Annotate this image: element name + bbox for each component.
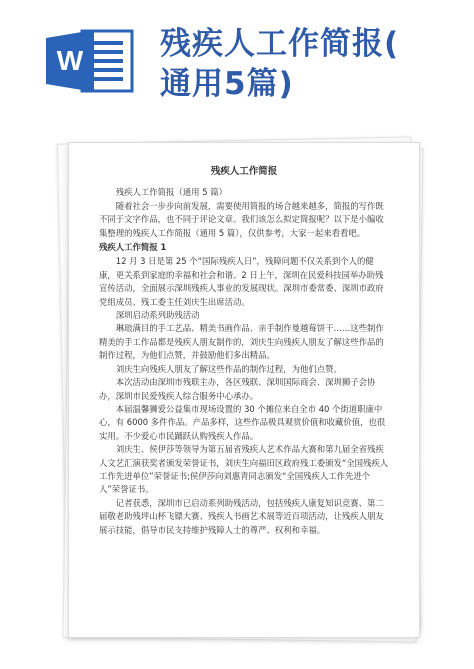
document-banner — [0, 0, 474, 118]
word-document-icon — [44, 28, 136, 94]
body-paragraph: 刘庆生、侯伊莎等领导为第五届省残疾人艺术作品大赛和第九届全省残疾人文艺汇演获奖者颁发荣誉证书，刘庆生向福田区政府残工委颁发“全国残疾人工作先进单位”荣誉证书;侯伊莎向刘惠青同志颁发“全国残疾人工作先进个人”荣誉证书。 — [99, 444, 389, 495]
body-paragraph: 刘庆生向残疾人朋友了解这些作品的制作过程，为他们点赞。 — [115, 363, 342, 374]
intro-label: 残疾人工作简报（通用 5 篇） — [115, 187, 227, 198]
page-title-line-2: 通用5篇) — [160, 66, 294, 102]
body-paragraph: 本届温馨狮爱公益集市现场设置的 30 个摊位来自全市 40 个街道职康中心，有 6000 多件作品。产品多样，这些作品极具观赏价值和收藏价值，也很实用。不少爱心市民踊跃认购残疾人作品。 — [99, 403, 386, 441]
body-paragraph: 12 月 3 日是第 25 个“国际残疾人日”，残障问题不仅关系到个人的健康，更关系到家庭的幸福和社会和谐。2 日上午，深圳在民爱科技园举办助残宣传活动，全面展示深圳残疾人事业的发展现状。深圳市委常委、深圳市政府党组成员、残工委主任刘庆生出席活动。 — [99, 256, 384, 307]
page-title — [160, 24, 460, 104]
document-title: 残疾人工作简报 — [210, 166, 278, 177]
body-paragraph: 琳琅满目的手工艺品、精美书画作品、亲手制作曼越莓饼干……这些制作精美的手工作品都是残疾人朋友制作的，刘庆生向残疾人朋友了解这些作品的制作过程，为他们点赞，并鼓励他们多出精品。 — [99, 323, 384, 361]
body-paragraph: 深圳启动系列助残活动 — [115, 310, 200, 321]
page-title-line-1: 残疾人工作简报( — [160, 26, 400, 62]
section-heading: 残疾人工作简报 1 — [99, 242, 167, 253]
body-paragraph: 记者获悉，深圳市已启动系列助残活动，包括残疾人康复知识竞赛、第二届敬老助残坪山杯飞镖大赛、残疾人书画艺术展等近百项活动，让残疾人朋友展示技能，倡导市民支持维护残障人士的尊严、权利和幸福。 — [99, 497, 384, 535]
body-paragraph: 本次活动由深圳市残联主办，各区残联、深圳国际商会、深圳狮子会协办，深圳市民爱残疾人综合服务中心承办。 — [99, 377, 376, 401]
word-icon-letter: W — [56, 45, 84, 76]
document-page — [68, 142, 420, 638]
intro-paragraph: 随着社会一步步向前发展，需要使用简报的场合越来越多，简报的写作既不同于文字作品，也不同于评论文章。我们该怎么拟定简报呢？以下是小编收集整理的残疾人工作简报（通用 5 篇），仅供参考，大家一起来看看吧。 — [99, 200, 384, 238]
